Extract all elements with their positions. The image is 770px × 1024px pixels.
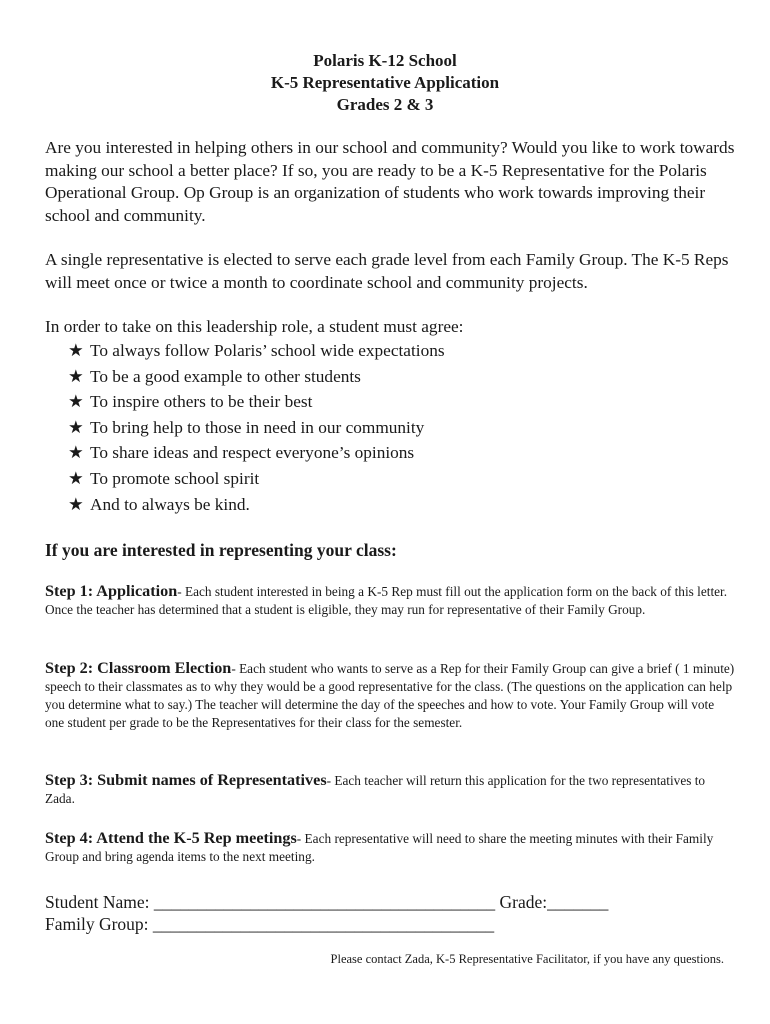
step-title: Step 1: Application [45, 582, 178, 600]
list-item: ★ To bring help to those in need in our community [68, 415, 445, 441]
family-group-field[interactable]: _______________________________________ [152, 914, 495, 934]
star-icon: ★ [68, 392, 84, 412]
grade-label: Grade: [499, 892, 548, 912]
step-text: - Each representative will need to share the meeting minutes with their Family Group and bring agenda items to the next meeting. [45, 831, 714, 864]
star-icon: ★ [68, 494, 84, 514]
representative-paragraph: A single representative is elected to serve each grade level from each Family Group. The K-5 Reps will meet once or twice a month to coordinate school and community projects. [45, 250, 729, 292]
grade-field[interactable]: _______ [547, 892, 609, 912]
list-item: ★ To promote school spirit [68, 466, 445, 492]
document-header [0, 50, 770, 116]
form-title: K-5 Representative Application [270, 73, 500, 92]
step-text: - Each student who wants to serve as a Rep for their Family Group can give a brief ( 1 minute) speech to their classmates as to why they would be a good representative for the class. (The questions on the application can help you determine what to say.) The teacher will determine the day of the speeches and how to vote. Your Family Group will vote one student per grade to be the Representatives for their class for the semester. [45, 661, 735, 730]
family-group-line [45, 913, 494, 935]
student-name-label: Student Name: [45, 892, 150, 912]
step-application [45, 582, 735, 619]
step-attend-meetings [45, 829, 735, 866]
step-title: Step 3: Submit names of Representatives [45, 771, 327, 789]
list-item: ★ To inspire others to be their best [68, 389, 445, 415]
list-item: ★ To share ideas and respect everyone’s opinions [68, 440, 445, 466]
list-item: ★ To always follow Polaris’ school wide expectations [68, 338, 445, 364]
family-group-label: Family Group: [45, 914, 149, 934]
step-title: Step 2: Classroom Election [45, 659, 232, 677]
step-submit-names [45, 771, 735, 808]
intro-paragraph: Are you interested in helping others in our school and community? Would you like to work towards making our school a better place? If so, you are ready to be a K-5 Representative for the Polaris Operational Group. Op Group is an organization of students who work towards improving their school and community. [45, 138, 735, 225]
grades-label: Grades 2 & 3 [336, 95, 434, 114]
agreement-intro: In order to take on this leadership role, a student must agree: [45, 317, 464, 336]
star-icon: ★ [68, 366, 84, 386]
agreement-list [68, 338, 445, 517]
list-item: ★ To be a good example to other students [68, 364, 445, 390]
star-icon: ★ [68, 443, 84, 463]
section-heading: If you are interested in representing your class: [45, 540, 397, 560]
star-icon: ★ [68, 417, 84, 437]
student-name-field[interactable]: _______________________________________ [153, 892, 496, 912]
step-classroom-election [45, 659, 735, 732]
step-title: Step 4: Attend the K-5 Rep meetings [45, 829, 297, 847]
student-info-line [45, 891, 608, 913]
star-icon: ★ [68, 341, 84, 360]
school-name: Polaris K-12 School [313, 51, 457, 70]
step-text: - Each student interested in being a K-5 Rep must fill out the application form on the back of this letter. Once the teacher has determined that a student is eligible, they may run for representative of their Family Group. [45, 584, 728, 617]
list-item: ★ And to always be kind. [68, 492, 445, 518]
star-icon: ★ [68, 468, 84, 488]
step-text: - Each teacher will return this application for the two representatives to Zada. [45, 773, 706, 806]
contact-footer: Please contact Zada, K-5 Representative Facilitator, if you have any questions. [330, 952, 724, 966]
